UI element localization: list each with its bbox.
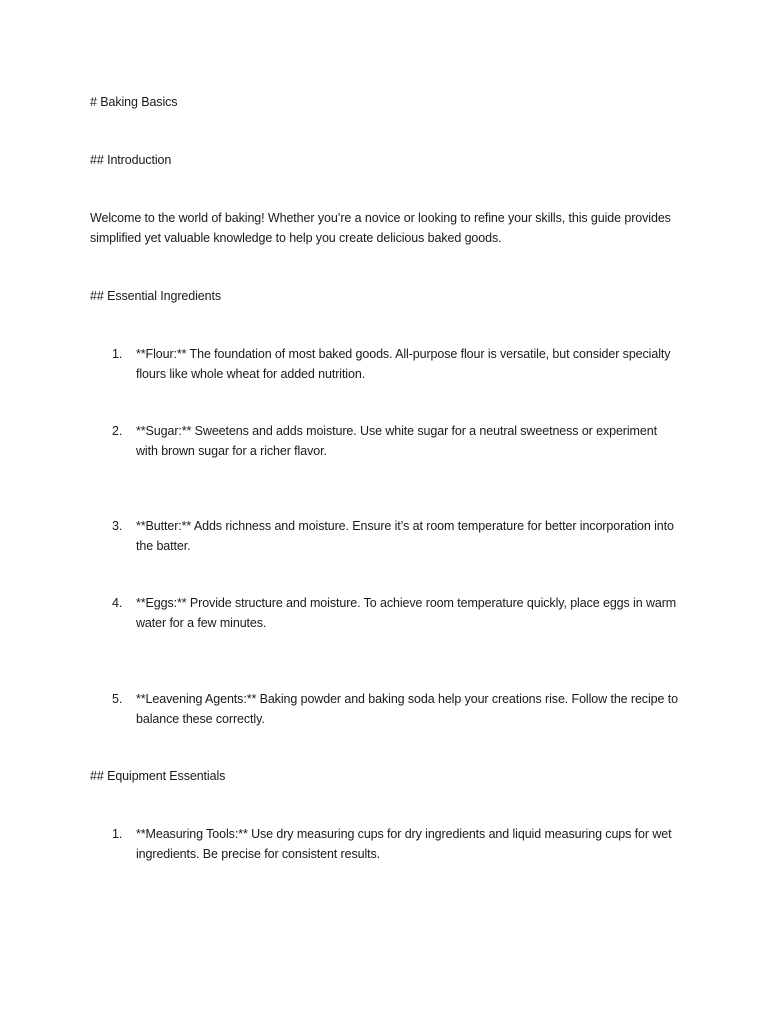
equipment-list-item xyxy=(112,824,682,864)
list-item-text: **Eggs:** Provide structure and moisture. To achieve room temperature quickly, place eggs in warm water for a few minutes. xyxy=(136,596,677,630)
list-item-text: **Leavening Agents:** Baking powder and baking soda help your creations rise. Follow the recipe to balance these correctly. xyxy=(136,692,678,726)
equipment-heading: ## Equipment Essentials xyxy=(90,769,226,783)
ingredient-list-item xyxy=(112,421,682,461)
introduction-paragraph: Welcome to the world of baking! Whether you’re a novice or looking to refine your skills, this guide provides simplified yet valuable knowledge to help you create delicious baked goods. xyxy=(90,211,671,245)
list-number: 2. xyxy=(112,424,123,438)
introduction-heading: ## Introduction xyxy=(90,153,172,167)
ingredient-list-item xyxy=(112,516,682,556)
ingredients-heading: ## Essential Ingredients xyxy=(90,289,222,303)
list-item-text: **Measuring Tools:** Use dry measuring cups for dry ingredients and liquid measuring cups for wet ingredients. Be precise for consistent results. xyxy=(136,827,672,861)
ingredient-list-item xyxy=(112,689,682,729)
list-number: 3. xyxy=(112,519,123,533)
list-item-text: **Sugar:** Sweetens and adds moisture. Use white sugar for a neutral sweetness or experiment with brown sugar for a richer flavor. xyxy=(136,424,657,458)
ingredient-list-item xyxy=(112,593,682,633)
document-title: # Baking Basics xyxy=(90,95,178,109)
list-item-text: **Butter:** Adds richness and moisture. Ensure it’s at room temperature for better incorporation into the batter. xyxy=(136,519,674,553)
list-number: 1. xyxy=(112,347,123,361)
list-number: 5. xyxy=(112,692,123,706)
list-number: 4. xyxy=(112,596,123,610)
ingredient-list-item xyxy=(112,344,682,384)
list-item-text: **Flour:** The foundation of most baked goods. All-purpose flour is versatile, but consider specialty flours like whole wheat for added nutrition. xyxy=(136,347,671,381)
list-number: 1. xyxy=(112,827,123,841)
